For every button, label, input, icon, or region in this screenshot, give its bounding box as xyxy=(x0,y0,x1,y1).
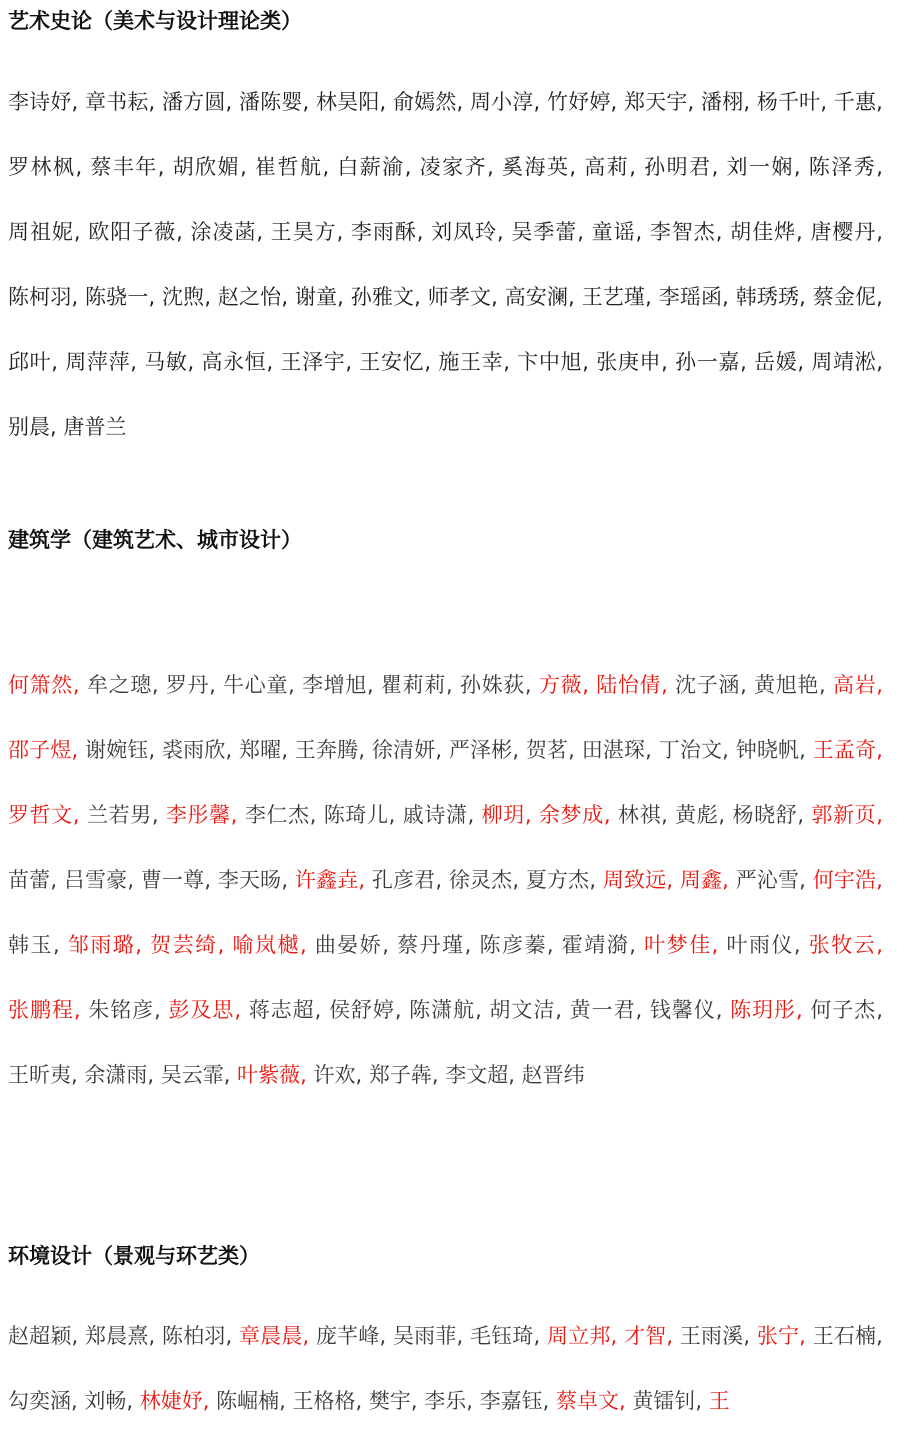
highlighted-name: 周致远, xyxy=(602,868,673,892)
name-item: 李仁杰, xyxy=(244,803,317,827)
section-environment-design xyxy=(8,1241,883,1434)
name-item: 崔哲航, xyxy=(254,155,330,179)
name-item: 霍靖漪, xyxy=(561,933,636,957)
name-item: 吕雪豪, xyxy=(63,868,134,892)
highlighted-name: 周立邦, xyxy=(547,1324,618,1348)
name-item: 潘方圆, xyxy=(162,90,233,114)
name-item: 卞中旭, xyxy=(517,350,589,374)
name-item: 千惠, xyxy=(833,90,883,114)
name-item: 李文超, xyxy=(445,1063,515,1087)
name-item: 勾奕涵, xyxy=(8,1389,78,1413)
name-item: 孙雅文, xyxy=(350,285,421,309)
highlighted-name: 李彤馨, xyxy=(165,803,238,827)
name-item: 竹妤婷, xyxy=(547,90,618,114)
name-item: 赵超颖, xyxy=(8,1324,79,1348)
name-item: 陈泽秀, xyxy=(808,155,883,179)
highlighted-name: 何箫然, xyxy=(8,673,80,697)
name-item: 侯舒婷, xyxy=(328,998,402,1022)
highlighted-name: 余梦成, xyxy=(538,803,611,827)
name-item: 郑晨熹, xyxy=(85,1324,156,1348)
name-item: 贺茗, xyxy=(525,738,575,762)
name-list xyxy=(8,653,883,1108)
highlighted-name: 周鑫, xyxy=(679,868,729,892)
name-item: 沈煦, xyxy=(162,285,211,309)
name-item: 余潇雨, xyxy=(84,1063,155,1087)
highlighted-name: 张鹏程, xyxy=(8,998,81,1022)
highlighted-name: 陆怡倩, xyxy=(596,673,668,697)
highlighted-name: 蔡卓文, xyxy=(556,1389,626,1413)
highlighted-name: 何宇浩, xyxy=(812,868,883,892)
name-item: 胡佳烨, xyxy=(730,220,803,244)
name-item: 高安澜, xyxy=(504,285,575,309)
name-item: 赵晋纬 xyxy=(521,1063,585,1087)
section-title: 环境设计（景观与环艺类） xyxy=(8,1244,260,1268)
name-item: 李天旸, xyxy=(217,868,288,892)
name-item: 王奔腾, xyxy=(294,738,365,762)
highlighted-name: 高岩, xyxy=(833,673,883,697)
name-item: 周小淳, xyxy=(470,90,541,114)
name-item: 李瑶函, xyxy=(658,285,729,309)
name-list xyxy=(8,70,883,460)
name-item: 蔡丹瑾, xyxy=(397,933,472,957)
name-item: 刘畅, xyxy=(84,1389,134,1413)
name-item: 岳媛, xyxy=(754,350,805,374)
name-item: 杨千叶, xyxy=(756,90,827,114)
section-title: 建筑学（建筑艺术、城市设计） xyxy=(8,528,302,552)
name-item: 牟之璁, xyxy=(86,673,159,697)
name-item: 胡文洁, xyxy=(489,998,562,1022)
name-item: 吴雨菲, xyxy=(393,1324,464,1348)
highlighted-name: 柳玥, xyxy=(481,803,532,827)
name-item: 章书耘, xyxy=(85,90,156,114)
name-item: 唐普兰 xyxy=(63,415,127,439)
name-item: 何子杰, xyxy=(810,998,883,1022)
name-item: 吴季蕾, xyxy=(511,220,584,244)
name-item: 郑曜, xyxy=(239,738,288,762)
name-item: 林昊阳, xyxy=(316,90,387,114)
name-item: 潘栩, xyxy=(701,90,750,114)
name-item: 陈柏羽, xyxy=(162,1324,233,1348)
section-title: 艺术史论（美术与设计理论类） xyxy=(8,9,302,33)
name-item: 凌家齐, xyxy=(419,155,494,179)
name-item: 毛钰琦, xyxy=(470,1324,541,1348)
name-item: 涂凌菡, xyxy=(190,220,264,244)
name-item: 徐清妍, xyxy=(371,738,442,762)
name-item: 蔡丰年, xyxy=(90,155,165,179)
name-item: 吴云霏, xyxy=(160,1063,231,1087)
name-item: 田湛琛, xyxy=(581,738,652,762)
highlighted-name: 邹雨璐, xyxy=(67,933,142,957)
name-item: 李诗妤, xyxy=(8,90,79,114)
name-item: 王昕夷, xyxy=(8,1063,78,1087)
name-item: 蔡金伲, xyxy=(812,285,883,309)
highlighted-name: 王孟奇, xyxy=(812,738,883,762)
name-item: 李增旭, xyxy=(302,673,374,697)
name-item: 叶雨仪, xyxy=(726,933,801,957)
name-item: 钱馨仪, xyxy=(649,998,723,1022)
name-item: 孙明君, xyxy=(644,155,719,179)
name-item: 蒋志超, xyxy=(248,998,322,1022)
name-item: 孔彦君, xyxy=(371,868,442,892)
name-item: 刘一娴, xyxy=(726,155,801,179)
name-item: 曲晏娇, xyxy=(314,933,389,957)
highlighted-name: 林婕妤, xyxy=(139,1389,210,1413)
highlighted-name: 罗哲文, xyxy=(8,803,80,827)
name-item: 陈彦蓁, xyxy=(479,933,554,957)
name-item: 高永恒, xyxy=(201,350,274,374)
name-item: 郑子犇, xyxy=(368,1063,439,1087)
name-item: 罗丹, xyxy=(165,673,216,697)
name-item: 周祖妮, xyxy=(8,220,81,244)
name-item: 孙一嘉, xyxy=(675,350,747,374)
name-item: 黄一君, xyxy=(569,998,643,1022)
highlighted-name: 陈玥彤, xyxy=(730,998,803,1022)
name-item: 瞿莉莉, xyxy=(381,673,453,697)
highlighted-name: 章晨晨, xyxy=(239,1324,310,1348)
name-item: 胡欣媚, xyxy=(172,155,247,179)
name-item: 牛心童, xyxy=(223,673,295,697)
name-item: 夏方杰, xyxy=(525,868,596,892)
highlighted-name: 贺芸绮, xyxy=(150,933,225,957)
name-item: 庞芊峰, xyxy=(316,1324,387,1348)
name-item: 杨晓舒, xyxy=(732,803,805,827)
name-item: 王格格, xyxy=(292,1389,363,1413)
name-item: 韩玉, xyxy=(8,933,60,957)
name-item: 李智杰, xyxy=(649,220,723,244)
name-item: 郑天宇, xyxy=(624,90,695,114)
name-item: 曹一尊, xyxy=(140,868,211,892)
highlighted-name: 才智, xyxy=(624,1324,673,1348)
name-item: 钟晓帆, xyxy=(735,738,806,762)
name-item: 周萍萍, xyxy=(65,350,137,374)
name-item: 赵之怡, xyxy=(217,285,288,309)
name-item: 王艺瑾, xyxy=(581,285,652,309)
name-item: 施王幸, xyxy=(438,350,510,374)
name-item: 陈琦儿, xyxy=(323,803,396,827)
name-item: 严泽彬, xyxy=(448,738,519,762)
name-item: 白薪渝, xyxy=(337,155,412,179)
name-item: 裘雨欣, xyxy=(162,738,233,762)
name-item: 王雨溪, xyxy=(679,1324,750,1348)
name-item: 陈骁一, xyxy=(85,285,156,309)
name-item: 陈柯羽, xyxy=(8,285,79,309)
name-item: 谢童, xyxy=(294,285,344,309)
highlighted-name: 喻岚樾, xyxy=(232,933,307,957)
name-item: 陈崛楠, xyxy=(216,1389,286,1413)
name-item: 奚海英, xyxy=(501,155,577,179)
highlighted-name: 张牧云, xyxy=(808,933,883,957)
highlighted-name: 叶紫薇, xyxy=(237,1063,307,1087)
name-item: 徐灵杰, xyxy=(448,868,519,892)
name-item: 李嘉钰, xyxy=(479,1389,550,1413)
highlighted-name: 方薇, xyxy=(538,673,589,697)
name-item: 严沁雪, xyxy=(735,868,806,892)
highlighted-name: 彭及思, xyxy=(168,998,242,1022)
name-item: 师孝文, xyxy=(427,285,498,309)
highlighted-name: 叶梦佳, xyxy=(644,933,719,957)
name-item: 黄旭艳, xyxy=(754,673,826,697)
name-item: 张庚申, xyxy=(596,350,668,374)
name-item: 唐樱丹, xyxy=(810,220,883,244)
name-item: 朱铭彦, xyxy=(88,998,161,1022)
name-item: 王泽宇, xyxy=(280,350,353,374)
name-item: 俞嫣然, xyxy=(393,90,464,114)
name-item: 欧阳子薇, xyxy=(88,220,183,244)
name-item: 许欢, xyxy=(313,1063,363,1087)
name-item: 樊宇, xyxy=(368,1389,418,1413)
name-item: 苗蕾, xyxy=(8,868,57,892)
section-art-theory xyxy=(8,6,883,460)
name-list xyxy=(8,1304,883,1434)
highlighted-name: 邵子煜, xyxy=(8,738,79,762)
name-item: 马敏, xyxy=(144,350,195,374)
name-item: 黄彪, xyxy=(675,803,726,827)
name-item: 戚诗潇, xyxy=(402,803,475,827)
name-item: 孙姝荻, xyxy=(459,673,532,697)
name-item: 王石楠, xyxy=(812,1324,883,1348)
name-item: 王昊方, xyxy=(270,220,344,244)
highlighted-name: 许鑫垚, xyxy=(294,868,365,892)
name-item: 王安忆, xyxy=(359,350,432,374)
name-item: 高莉, xyxy=(584,155,636,179)
name-item: 兰若男, xyxy=(86,803,159,827)
name-item: 李雨酥, xyxy=(350,220,424,244)
highlighted-name: 王 xyxy=(708,1389,730,1413)
name-item: 林祺, xyxy=(617,803,668,827)
name-item: 邱叶, xyxy=(8,350,58,374)
name-item: 潘陈婴, xyxy=(239,90,310,114)
name-item: 陈潇航, xyxy=(409,998,482,1022)
name-item: 谢婉钰, xyxy=(85,738,156,762)
name-item: 韩琇琇, xyxy=(735,285,806,309)
name-item: 李乐, xyxy=(424,1389,473,1413)
section-architecture xyxy=(8,525,883,1108)
name-item: 别晨, xyxy=(8,415,57,439)
name-item: 丁治文, xyxy=(658,738,729,762)
name-item: 周靖淞, xyxy=(811,350,883,374)
highlighted-name: 郭新页, xyxy=(811,803,883,827)
name-item: 黄镭钊, xyxy=(632,1389,703,1413)
name-item: 刘凤玲, xyxy=(431,220,504,244)
name-item: 罗林枫, xyxy=(8,155,83,179)
highlighted-name: 张宁, xyxy=(756,1324,806,1348)
name-item: 沈子涵, xyxy=(675,673,747,697)
name-item: 童谣, xyxy=(591,220,643,244)
